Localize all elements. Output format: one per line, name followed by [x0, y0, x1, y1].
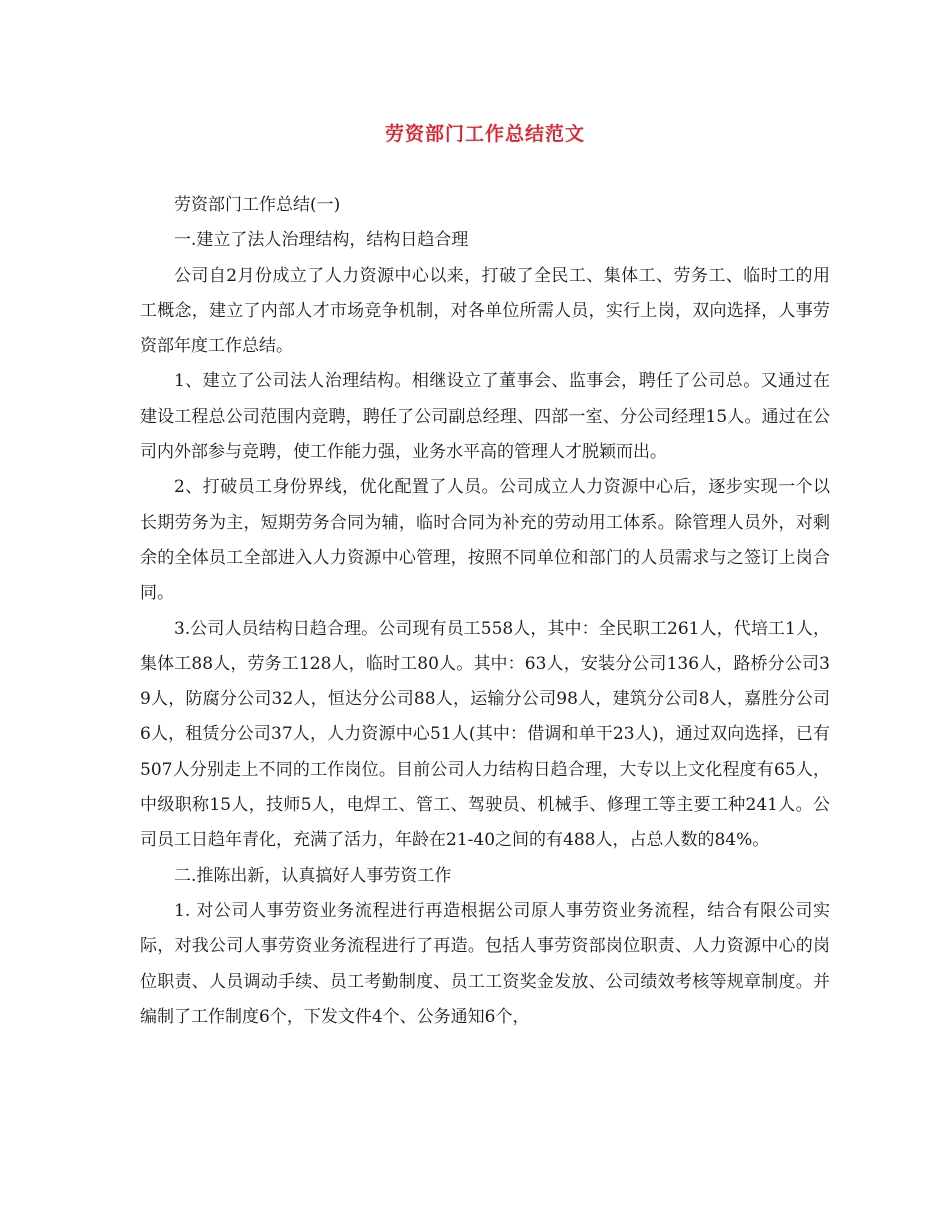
paragraph-item-2-staffing: 2、打破员工身份界线，优化配置了人员。公司成立人力资源中心后，逐步实现一个以长期劳务为主，短期劳务合同为辅，临时合同为补充的劳动用工体系。除管理人员外，对剩余的全体员工全部进入人力资源中心管理，按照不同单位和部门的人员需求与之签订上岗合同。 [140, 477, 830, 604]
section-heading-innovation: 二.推陈出新，认真搞好人事劳资工作 [174, 865, 452, 886]
paragraph-item-1-process: 1. 对公司人事劳资业务流程进行再造根据公司原人事劳资业务流程，结合有限公司实际，对我公司人事劳资业务流程进行了再造。包括人事劳资部岗位职责、人力资源中心的岗位职责、人员调动手续、员工考勤制度、员工工资奖金发放、公司绩效考核等规章制度。并编制了工作制度6个，下发文件4个、公务通知6个， [140, 900, 830, 1027]
document-body [140, 188, 830, 1035]
section-heading-governance: 一.建立了法人治理结构，结构日趋合理 [174, 230, 469, 251]
paragraph-hr-center-intro: 公司自2月份成立了人力资源中心以来，打破了全民工、集体工、劳务工、临时工的用工概念，建立了内部人才市场竞争机制，对各单位所需人员，实行上岗，双向选择，人事劳资部年度工作总结。 [140, 265, 830, 357]
paragraph-item-1-governance: 1、建立了公司法人治理结构。相继设立了董事会、监事会，聘任了公司总。又通过在建设工程总公司范围内竞聘，聘任了公司副总经理、四部一室、分公司经理15人。通过在公司内外部参与竞聘，使工作能力强，业务水平高的管理人才脱颖而出。 [140, 371, 830, 463]
section-heading-summary-one: 劳资部门工作总结(一) [174, 195, 341, 215]
document-title: 劳资部门工作总结范文 [384, 123, 585, 145]
paragraph-item-3-structure: 3.公司人员结构日趋合理。公司现有员工558人，其中：全民职工261人，代培工1人，集体工88人，劳务工128人，临时工80人。其中：63人，安装分公司136人，路桥分公司39人，防腐分公司32人，恒达分公司88人，运输分公司98人，建筑分公司8人，嘉胜分公司6人，租赁分公司37人，人力资源中心51人(其中：借调和单干23人)，通过双向选择，已有507人分别走上不同的工作岗位。目前公司人力结构日趋合理，大专以上文化程度有65人，中级职称15人，技师5人，电焊工、管工、驾驶员、机械手、修理工等主要工种241人。公司员工日趋年青化，充满了活力，年龄在21-40之间的有488人，占总人数的84%。 [140, 618, 830, 851]
